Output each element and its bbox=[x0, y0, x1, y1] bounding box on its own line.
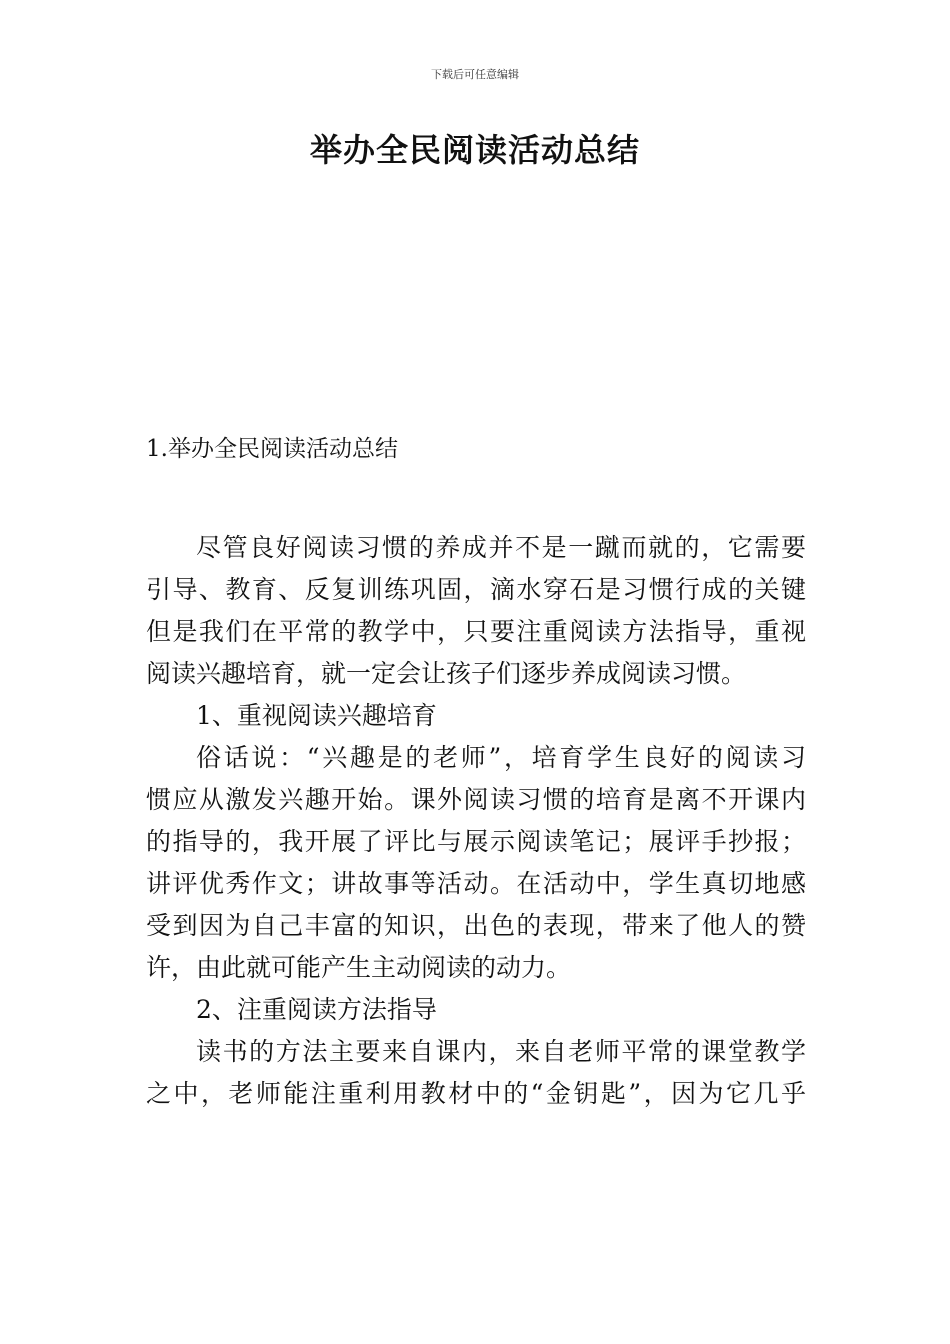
document-body bbox=[146, 527, 806, 1115]
subheading-method: 2、注重阅读方法指导 bbox=[196, 995, 437, 1024]
paragraph-line: 的指导的，我开展了评比与展示阅读笔记；展评手抄报； bbox=[146, 827, 806, 856]
paragraph-line: 读书的方法主要来自课内，来自老师平常的课堂教学 bbox=[196, 1037, 806, 1066]
paragraph-line: 惯应从激发兴趣开始。课外阅读习惯的培育是离不开课内 bbox=[146, 785, 806, 814]
paragraph-line: 受到因为自己丰富的知识，出色的表现，带来了他人的赞 bbox=[146, 911, 806, 940]
paragraph-line: 之中，老师能注重利用教材中的“金钥匙”，因为它几乎 bbox=[146, 1079, 806, 1108]
document-title: 举办全民阅读活动总结 bbox=[309, 131, 640, 169]
section-heading: 1.举办全民阅读活动总结 bbox=[146, 436, 398, 462]
paragraph-line: 但是我们在平常的教学中，只要注重阅读方法指导，重视 bbox=[146, 617, 806, 646]
paragraph-line: 尽管良好阅读习惯的养成并不是一蹴而就的，它需要 bbox=[196, 533, 806, 562]
paragraph-line: 阅读兴趣培育，就一定会让孩子们逐步养成阅读习惯。 bbox=[146, 659, 747, 688]
paragraph-line: 讲评优秀作文；讲故事等活动。在活动中，学生真切地感 bbox=[146, 869, 806, 898]
page-header-note: 下载后可任意编辑 bbox=[431, 68, 519, 81]
paragraph-line: 引导、教育、反复训练巩固，滴水穿石是习惯行成的关键 bbox=[146, 575, 806, 604]
paragraph-line: 许，由此就可能产生主动阅读的动力。 bbox=[146, 953, 572, 982]
subheading-interest: 1、重视阅读兴趣培育 bbox=[196, 701, 437, 730]
paragraph-line: 俗话说：“兴趣是的老师”，培育学生良好的阅读习 bbox=[196, 743, 806, 772]
